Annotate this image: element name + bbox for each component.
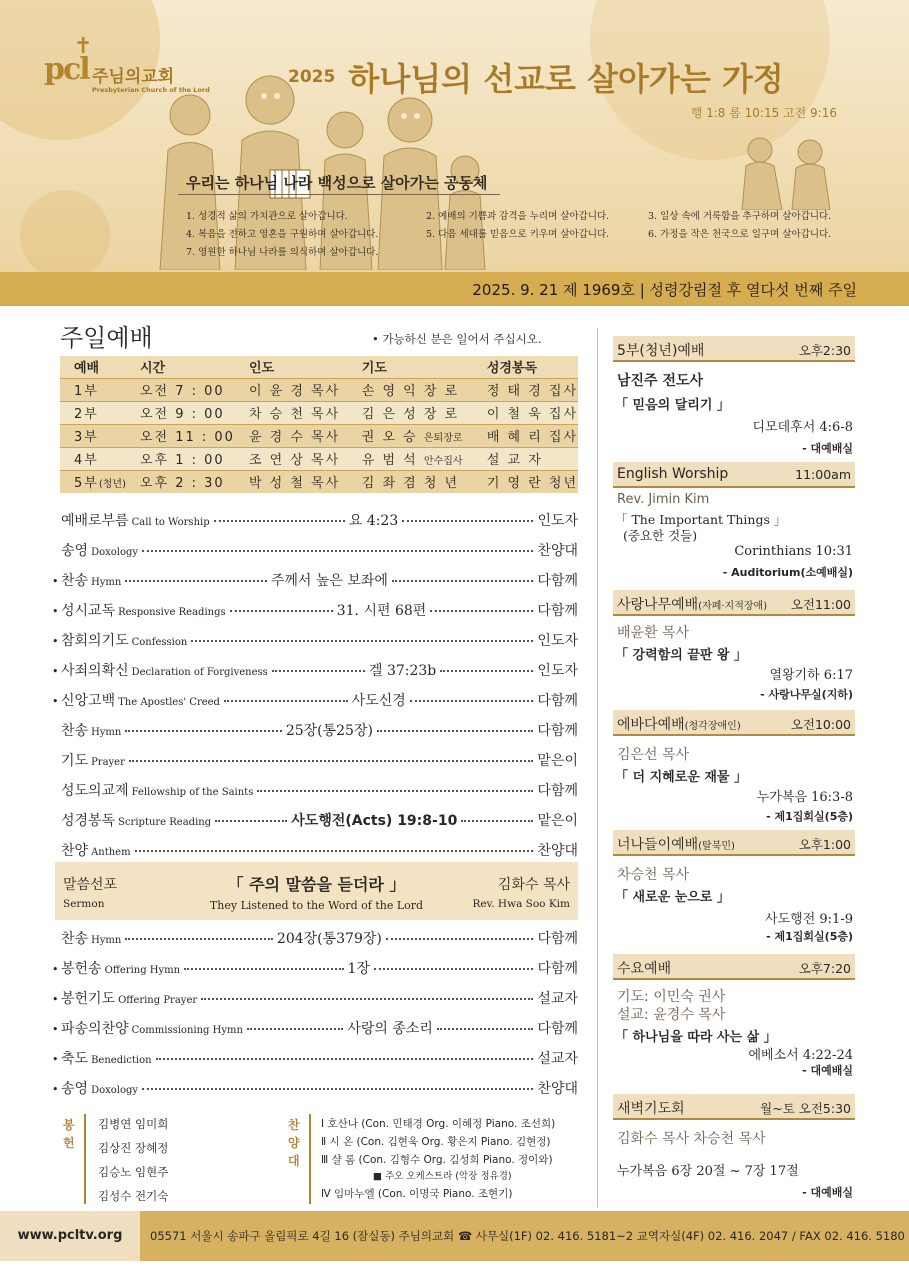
cell: 오후 1 : 00 (126, 447, 235, 470)
service-time: 오전10:00 (790, 717, 851, 732)
service-leader: 차승천 목사 (617, 867, 690, 883)
service-prayer: 기도: 이민숙 권사 (617, 989, 726, 1005)
list-item: Ⅱ 시 온 (Con. 김현욱 Org. 황은지 Piano. 김현정) (321, 1136, 551, 1148)
service-header (613, 954, 855, 980)
table-row (60, 424, 578, 447)
order-item: 성도의교제 Fellowship of the Saints 다함께 (61, 783, 578, 799)
service-header (613, 1094, 855, 1120)
cross-icon: ✝ (74, 34, 93, 59)
footer (0, 1211, 909, 1261)
service-location: - 제1집회실(5층) (766, 930, 853, 943)
cell: 오전 9 : 00 (126, 401, 235, 424)
order-item: • 사죄의확신 Declaration of Forgiveness 겔 37:23b 인도자 (52, 663, 578, 679)
service-schedule-table (60, 356, 578, 493)
service-scripture: 누가복음 16:3-8 (756, 790, 853, 805)
cell: 1부 (60, 378, 126, 401)
order-item: 찬송 Hymn 25장(통25장) 다함께 (61, 723, 578, 739)
stand-note: • 가능하신 분은 일어서 주십시오. (372, 332, 542, 346)
service-time: 오후1:00 (798, 837, 851, 852)
service-sermon-title: 「 하나님을 따라 사는 삶 」 (615, 1030, 777, 1045)
service-block (613, 590, 855, 700)
sermon-speaker-en: Rev. Hwa Soo Kim (472, 898, 570, 910)
cell (348, 424, 473, 447)
service-name: 새벽기도회 (617, 1101, 685, 1117)
service-leader: 배윤환 목사 (617, 625, 690, 641)
church-name-en: Presbyterian Church of the Lord (92, 86, 210, 94)
principle-item: 4. 복음을 전하고 영혼을 구원하며 살아갑니다. (186, 229, 379, 240)
cell: 조 연 상 목사 (235, 447, 348, 470)
order-item: • 송영 Doxology 찬양대 (52, 1081, 578, 1097)
service-name: 5부(청년)예배 (617, 343, 705, 359)
sermon-label-en: Sermon (63, 898, 105, 910)
prayer-name: 유 범 석 (361, 453, 418, 468)
service-sermon-title: 「 강력함의 끝판 왕 」 (615, 648, 748, 663)
cell: 차 승 천 목사 (235, 401, 348, 424)
order-item: 기도 Prayer 맡은이 (61, 753, 578, 769)
service-leader: Rev. Jimin Kim (617, 492, 710, 507)
sermon-speaker: 김화수 목사 (497, 877, 570, 893)
service-header (613, 590, 855, 616)
service-note: (청년) (98, 479, 126, 491)
table-row (60, 470, 578, 493)
service-name: 사랑나무예배(자폐·지적장애) (617, 597, 768, 613)
principle-item: 2. 예배의 기쁨과 감격을 누리며 살아갑니다. (426, 211, 610, 222)
list-item: 김병연 임미희 (98, 1117, 169, 1131)
table-row (60, 378, 578, 401)
col-header: 시간 (126, 356, 235, 378)
col-header: 기도 (348, 356, 473, 378)
table-row (60, 401, 578, 424)
service-time: 오후7:20 (798, 961, 851, 976)
theme-references: 행 1:8 롬 10:15 고전 9:16 (690, 106, 837, 120)
decor-circle (20, 190, 110, 272)
order-item: • 성시교독 Responsive Readings 31. 시편 68편 다함께 (52, 603, 578, 619)
service-time: 11:00am (795, 467, 851, 482)
order-item: • 봉헌기도 Offering Prayer 설교자 (52, 991, 578, 1007)
service-scripture: 디모데후서 4:6-8 (752, 420, 853, 435)
service-location: - 대예배실 (802, 1186, 853, 1199)
order-item: • 찬송 Hymn 주께서 높은 보좌에 다함께 (52, 573, 578, 589)
cell: 손 영 익 장 로 (348, 378, 473, 401)
order-item: 성경봉독 Scripture Reading 사도행전(Acts) 19:8-10 맡은이 (61, 813, 579, 829)
church-name: 주님의교회 (92, 67, 175, 87)
cell: 오전 11 : 00 (126, 424, 235, 447)
community-title: 우리는 하나님 나라 백성으로 살아가는 공동체 (186, 174, 488, 192)
cell: 윤 경 수 목사 (235, 424, 348, 447)
logo-mark: pcl (44, 52, 89, 87)
order-item: • 봉헌송 Offering Hymn 1장 다함께 (52, 961, 579, 977)
table-header-row (60, 356, 578, 378)
service-location: - 제1집회실(5층) (766, 810, 853, 823)
list-item: Ⅰ 호산나 (Con. 민태경 Org. 이혜정 Piano. 조선희) (321, 1118, 556, 1130)
title-note: 안수집사 (423, 456, 463, 467)
cell: 이 윤 경 목사 (235, 378, 348, 401)
service-time: 오전11:00 (790, 597, 851, 612)
cell: 김 은 성 장 로 (348, 401, 473, 424)
service-scripture: 열왕기하 6:17 (769, 668, 853, 683)
cell (348, 447, 473, 470)
offering-list (84, 1114, 234, 1204)
service-location: - 대예배실 (802, 1064, 853, 1077)
service-scripture: Corinthians 10:31 (734, 544, 853, 559)
list-item: Ⅲ 샬 롬 (Con. 김형수 Org. 김성희 Piano. 정이와) (321, 1154, 553, 1166)
contact-address: 05571 서울시 송파구 올림픽로 4길 16 (잠실동) 주님의교회 ☎ 사무실(1F) 02. 416. 5181~2 교역자실(4F) 02. 416. 2047 / FAX 02. 416. 5180 (150, 1229, 905, 1243)
choir-list (309, 1114, 589, 1204)
header-banner (0, 0, 909, 272)
list-item: 김성수 전기숙 (98, 1189, 169, 1203)
column-divider (597, 328, 598, 1208)
col-header: 인도 (235, 356, 348, 378)
issue-info: 2025. 9. 21 제 1969호 | 성령강림절 후 열다섯 번째 주일 (472, 281, 857, 299)
service-scripture: 사도행전 9:1-9 (765, 912, 853, 927)
service-block (613, 710, 855, 822)
prayer-name: 권 오 승 (361, 430, 418, 445)
order-item: 예배로부름 Call to Worship 요 4:23 인도자 (61, 513, 579, 529)
service-header (613, 462, 855, 488)
praying-figures-illustration (730, 130, 840, 210)
principle-item: 6. 가정을 작은 천국으로 일구며 살아갑니다. (648, 229, 832, 240)
principle-item: 5. 다음 세대를 믿음으로 키우며 살아갑니다. (426, 229, 610, 240)
service-scripture: 누가복음 6장 20절 ~ 7장 17절 (617, 1164, 799, 1179)
order-item: • 축도 Benediction 설교자 (52, 1051, 578, 1067)
list-item: 김상진 장혜정 (98, 1141, 169, 1155)
title-note: 은퇴장로 (423, 433, 463, 444)
service-block (613, 462, 855, 582)
principle-item: 3. 일상 속에 거룩함을 추구하며 살아갑니다. (648, 211, 832, 222)
cell: 배 혜 리 집사 (473, 424, 578, 447)
service-location: - 대예배실 (802, 442, 853, 455)
worship-title: 주일예배 (60, 324, 153, 352)
list-item: ■ 주오 오케스트라 (악장 정유경) (373, 1171, 512, 1182)
choir-label: 찬 양 대 (288, 1118, 300, 1168)
sermon-title: 「 주의 말씀을 듣더라 」 (227, 875, 406, 894)
cell: 3부 (60, 424, 126, 447)
service-block (613, 830, 855, 942)
sermon-title-en: They Listened to the Word of the Lord (209, 899, 424, 912)
cell: 박 성 철 목사 (235, 470, 348, 493)
cell: 기 영 란 청년 (473, 470, 578, 493)
order-item: • 파송의찬양 Commissioning Hymn 사랑의 종소리 다함께 (52, 1021, 578, 1037)
issue-bar (0, 272, 909, 306)
service-sermon-title: 「 새로운 눈으로 」 (615, 890, 730, 905)
service-leader: 김화수 목사 차승천 목사 (617, 1131, 766, 1147)
service-time: 오후2:30 (798, 343, 851, 358)
service-name: English Worship (617, 466, 729, 482)
annual-theme (288, 54, 784, 100)
theme-title: 하나님의 선교로 살아가는 가정 (348, 60, 784, 98)
list-item: Ⅳ 임마누엘 (Con. 이명국 Piano. 조현기) (321, 1188, 513, 1200)
order-item: 찬양 Anthem 찬양대 (61, 843, 578, 859)
service-header (613, 830, 855, 856)
service-block (613, 336, 855, 456)
service-block (613, 954, 855, 1084)
cell: 2부 (60, 401, 126, 424)
service-leader: 김은선 목사 (617, 747, 690, 763)
cell: 이 철 욱 집사 (473, 401, 578, 424)
service-leader: 설교: 윤경수 목사 (617, 1007, 726, 1023)
order-item: • 신앙고백 The Apostles' Creed 사도신경 다함께 (52, 693, 578, 709)
cell: 오후 2 : 30 (126, 470, 235, 493)
principle-item: 1. 성경적 삶의 가치관으로 살아갑니다. (186, 211, 348, 222)
order-item: 송영 Doxology 찬양대 (61, 543, 578, 559)
principle-item: 7. 영원한 하나님 나라를 의식하며 살아갑니다. (186, 247, 379, 258)
table-row (60, 447, 578, 470)
cell: 4부 (60, 447, 126, 470)
col-header: 예배 (60, 356, 126, 378)
sermon-box (55, 862, 578, 920)
theme-year: 2025 (288, 67, 336, 87)
col-header: 성경봉독 (473, 356, 578, 378)
service-header (613, 710, 855, 736)
cell: 설 교 자 (473, 447, 578, 470)
service-name: 수요예배 (617, 961, 672, 977)
service-sermon-title: 「 믿음의 달리기 」 (615, 398, 730, 413)
offering-label: 봉 헌 (63, 1118, 75, 1150)
service-location: - 사랑나무실(지하) (760, 688, 853, 701)
service-name: 에바다예배(청각장애인) (617, 717, 741, 733)
service-leader: 남진주 전도사 (617, 373, 704, 389)
service-name: 5부 (74, 476, 99, 492)
website-link[interactable]: www.pcltv.org (0, 1211, 140, 1261)
service-sermon-title: 「 더 지혜로운 재물 」 (615, 770, 748, 785)
cell: 김 좌 겸 청 년 (348, 470, 473, 493)
order-item: • 참회의기도 Confession 인도자 (52, 633, 578, 649)
service-sermon-title-ko: (중요한 것들) (623, 528, 698, 543)
sermon-label: 말씀선포 (63, 877, 118, 893)
list-item: 김승노 임현주 (98, 1165, 169, 1179)
service-header (613, 336, 855, 362)
divider (178, 194, 500, 195)
cell: 정 태 경 집사 (473, 378, 578, 401)
cell (60, 470, 126, 493)
service-location: - Auditorium(소예배실) (722, 566, 853, 579)
service-scripture: 에베소서 4:22-24 (748, 1048, 853, 1063)
service-name: 너나들이예배(탈북민) (617, 837, 735, 853)
order-item: 찬송 Hymn 204장(통379장) 다함께 (61, 931, 579, 947)
service-time: 월~토 오전5:30 (760, 1101, 851, 1116)
service-block (613, 1094, 855, 1204)
cell: 오전 7 : 00 (126, 378, 235, 401)
service-sermon-title: 「 The Important Things 」 (615, 512, 787, 527)
